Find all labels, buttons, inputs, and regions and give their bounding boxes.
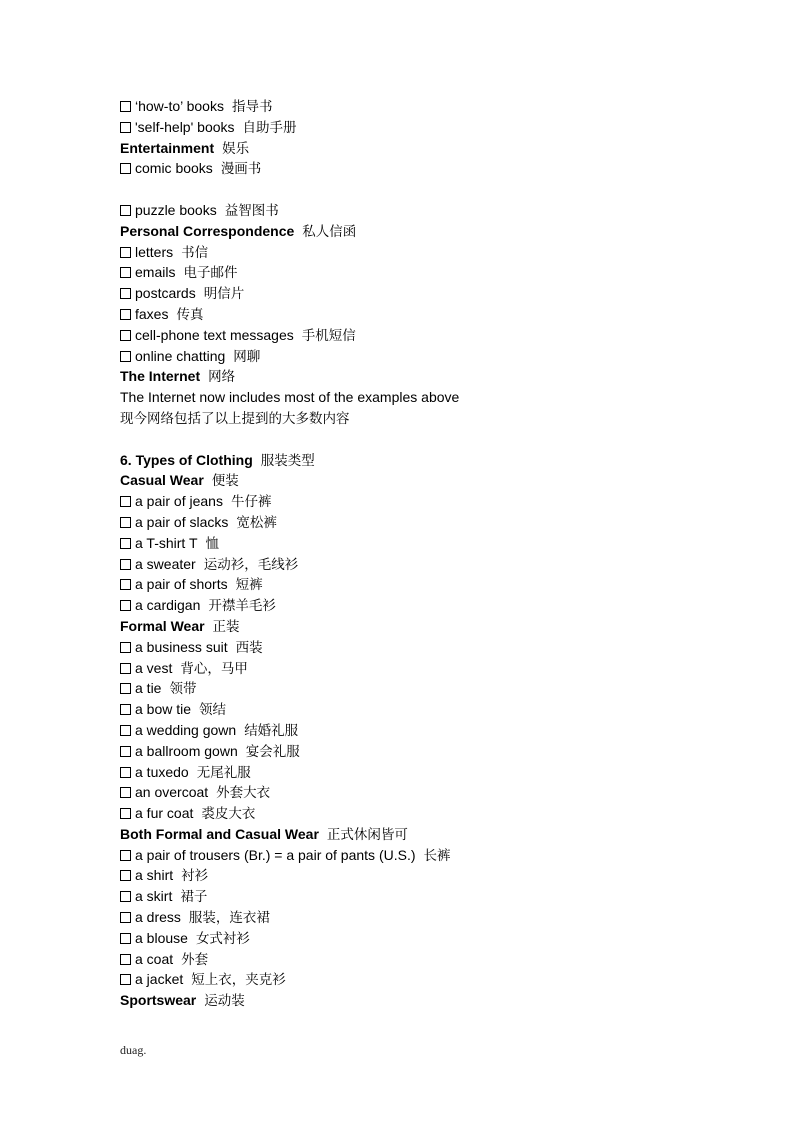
checklist-item: [120, 595, 720, 616]
english-term: Sportswear: [120, 992, 197, 1009]
section-heading: [120, 138, 720, 159]
chinese-translation: 服装类型: [260, 452, 315, 469]
english-term: a dress: [135, 909, 181, 926]
chinese-translation: 裙子: [180, 889, 208, 906]
checklist-item: [120, 325, 720, 346]
english-term: an overcoat: [135, 784, 209, 801]
english-term: faxes: [135, 305, 169, 322]
checkbox-icon: [120, 205, 131, 216]
chinese-translation: 便装: [211, 473, 239, 490]
checkbox-icon: [120, 767, 131, 778]
checklist-item: [120, 574, 720, 595]
chinese-translation: 背心，马甲: [180, 660, 248, 677]
blank-line: [120, 429, 720, 450]
checklist-item: [120, 907, 720, 928]
chinese-translation: 自助手册: [242, 119, 297, 136]
chinese-translation: 外套大衣: [216, 785, 271, 802]
english-term: a fur coat: [135, 805, 194, 822]
chinese-translation: 开襟羊毛衫: [208, 598, 276, 615]
chinese-translation: 现今网络包括了以上提到的大多数内容: [120, 410, 350, 427]
checkbox-icon: [120, 579, 131, 590]
chinese-translation: 无尾礼服: [196, 764, 251, 781]
english-term: ‘how-to’ books: [135, 98, 224, 114]
chinese-translation: 益智图书: [224, 202, 279, 219]
chinese-translation: 私人信函: [302, 223, 357, 240]
checkbox-icon: [120, 330, 131, 341]
chinese-translation: 裘皮大衣: [201, 806, 256, 823]
english-term: a coat: [135, 950, 174, 967]
english-term: a tie: [135, 680, 162, 697]
checklist-item: [120, 658, 720, 679]
english-term: Both Formal and Casual Wear: [120, 825, 319, 842]
english-term: 6. Types of Clothing: [120, 451, 253, 468]
checklist-item: [120, 845, 720, 866]
chinese-translation: 正式休闲皆可: [326, 826, 408, 843]
checklist-item: [120, 741, 720, 762]
chinese-translation: 领结: [199, 702, 227, 719]
chinese-translation: 指导书: [231, 99, 273, 115]
checklist-item: [120, 720, 720, 741]
checkbox-icon: [120, 163, 131, 174]
english-term: a skirt: [135, 888, 173, 905]
checkbox-icon: [120, 642, 131, 653]
checkbox-icon: [120, 891, 131, 902]
chinese-translation: 明信片: [203, 286, 245, 303]
checklist-item: [120, 491, 720, 512]
english-term: letters: [135, 243, 174, 260]
checklist-item: [120, 346, 720, 367]
section-heading: [120, 616, 720, 637]
checkbox-icon: [120, 351, 131, 362]
checklist-item: [120, 928, 720, 949]
checklist-item: [120, 637, 720, 658]
english-term: cell-phone text messages: [135, 326, 294, 343]
checkbox-icon: [120, 101, 131, 112]
checkbox-icon: [120, 974, 131, 985]
checkbox-icon: [120, 496, 131, 507]
chinese-translation: 漫画书: [220, 161, 262, 178]
document-body: [120, 96, 720, 1011]
chinese-translation: 运动衫，毛线衫: [203, 556, 299, 573]
english-term: a pair of trousers (Br.) = a pair of pants (U.S.): [135, 846, 416, 863]
checkbox-icon: [120, 933, 131, 944]
checklist-item: [120, 782, 720, 803]
section-heading: [120, 470, 720, 491]
chinese-translation: 衬衫: [181, 868, 209, 885]
chinese-translation: 运动装: [204, 993, 245, 1010]
english-term: Casual Wear: [120, 472, 204, 489]
checkbox-icon: [120, 725, 131, 736]
chinese-translation: 西装: [235, 639, 263, 656]
checkbox-icon: [120, 663, 131, 674]
checkbox-icon: [120, 122, 131, 133]
checklist-item: [120, 242, 720, 263]
checkbox-icon: [120, 683, 131, 694]
checkbox-icon: [120, 267, 131, 278]
english-term: a jacket: [135, 971, 184, 988]
checkbox-icon: [120, 912, 131, 923]
english-term: a ballroom gown: [135, 742, 238, 759]
chinese-translation: 结婚礼服: [244, 722, 299, 739]
english-term: a pair of shorts: [135, 576, 228, 593]
chinese-translation: 领带: [169, 681, 197, 698]
chinese-translation: 宽松裤: [236, 514, 277, 531]
checklist-item: [120, 262, 720, 283]
english-term: a shirt: [135, 867, 174, 884]
english-term: puzzle books: [135, 201, 217, 218]
checkbox-icon: [120, 787, 131, 798]
checkbox-icon: [120, 870, 131, 881]
english-term: a sweater: [135, 555, 196, 572]
english-term: Personal Correspondence: [120, 222, 295, 239]
chinese-translation: 网聊: [233, 348, 261, 365]
chinese-translation: 手机短信: [301, 327, 356, 344]
checkbox-icon: [120, 517, 131, 528]
english-term: a pair of slacks: [135, 513, 229, 530]
checkbox-icon: [120, 538, 131, 549]
chinese-translation: 女式衬衫: [195, 930, 250, 947]
chinese-translation: 长裤: [423, 847, 451, 864]
english-term: a T-shirt T: [135, 534, 198, 551]
checklist-item: [120, 158, 720, 179]
english-term: comic books: [135, 160, 213, 177]
english-term: a vest: [135, 659, 173, 676]
section-heading: [120, 990, 720, 1011]
english-term: a business suit: [135, 638, 228, 655]
checklist-item: [120, 678, 720, 699]
section-heading: [120, 450, 720, 471]
chinese-translation: 牛仔裤: [230, 494, 272, 511]
blank-line: [120, 179, 720, 200]
checklist-item: [120, 554, 720, 575]
checkbox-icon: [120, 746, 131, 757]
english-term: Formal Wear: [120, 617, 205, 634]
chinese-translation: 短上衣，夹克衫: [191, 972, 286, 989]
english-term: a wedding gown: [135, 721, 237, 738]
checklist-item: [120, 886, 720, 907]
checkbox-icon: [120, 808, 131, 819]
chinese-translation: 恤: [205, 535, 220, 552]
english-term: 'self-help' books: [135, 118, 235, 135]
checklist-item: [120, 304, 720, 325]
checklist-item: [120, 865, 720, 886]
english-term: postcards: [135, 285, 196, 302]
chinese-translation: 正装: [212, 618, 240, 635]
chinese-translation: 传真: [176, 306, 204, 323]
checkbox-icon: [120, 704, 131, 715]
english-term: The Internet: [120, 368, 201, 385]
english-term: online chatting: [135, 347, 226, 364]
chinese-translation: 短裤: [235, 577, 263, 594]
chinese-translation: 书信: [181, 244, 209, 261]
checklist-item: [120, 283, 720, 304]
checkbox-icon: [120, 288, 131, 299]
english-term: a pair of jeans: [135, 493, 223, 510]
english-term: Entertainment: [120, 139, 215, 156]
page-footer: duag.: [120, 1043, 147, 1057]
text-line: [120, 387, 720, 408]
english-term: emails: [135, 264, 176, 281]
english-term: a cardigan: [135, 597, 201, 614]
checklist-item: [120, 762, 720, 783]
checklist-item: [120, 117, 720, 138]
section-heading: [120, 824, 720, 845]
checklist-item: [120, 96, 720, 117]
checkbox-icon: [120, 309, 131, 320]
english-term: a tuxedo: [135, 763, 189, 780]
chinese-translation: 网络: [208, 369, 236, 386]
checkbox-icon: [120, 559, 131, 570]
chinese-translation: 服装，连衣裙: [188, 910, 270, 927]
checklist-item: [120, 533, 720, 554]
checkbox-icon: [120, 247, 131, 258]
checklist-item: [120, 512, 720, 533]
checkbox-icon: [120, 850, 131, 861]
section-heading: [120, 221, 720, 242]
checklist-item: [120, 949, 720, 970]
checklist-item: [120, 699, 720, 720]
chinese-translation: 电子邮件: [183, 265, 238, 282]
chinese-translation: 娱乐: [222, 140, 250, 157]
english-term: The Internet now includes most of the examples above: [120, 389, 460, 406]
section-heading: [120, 366, 720, 387]
checkbox-icon: [120, 600, 131, 611]
english-term: a bow tie: [135, 701, 192, 718]
checklist-item: [120, 200, 720, 221]
checklist-item: [120, 803, 720, 824]
checklist-item: [120, 969, 720, 990]
english-term: a blouse: [135, 929, 188, 946]
checkbox-icon: [120, 954, 131, 965]
chinese-translation: 宴会礼服: [245, 743, 300, 760]
chinese-translation: 外套: [181, 951, 209, 968]
text-line: [120, 408, 720, 429]
